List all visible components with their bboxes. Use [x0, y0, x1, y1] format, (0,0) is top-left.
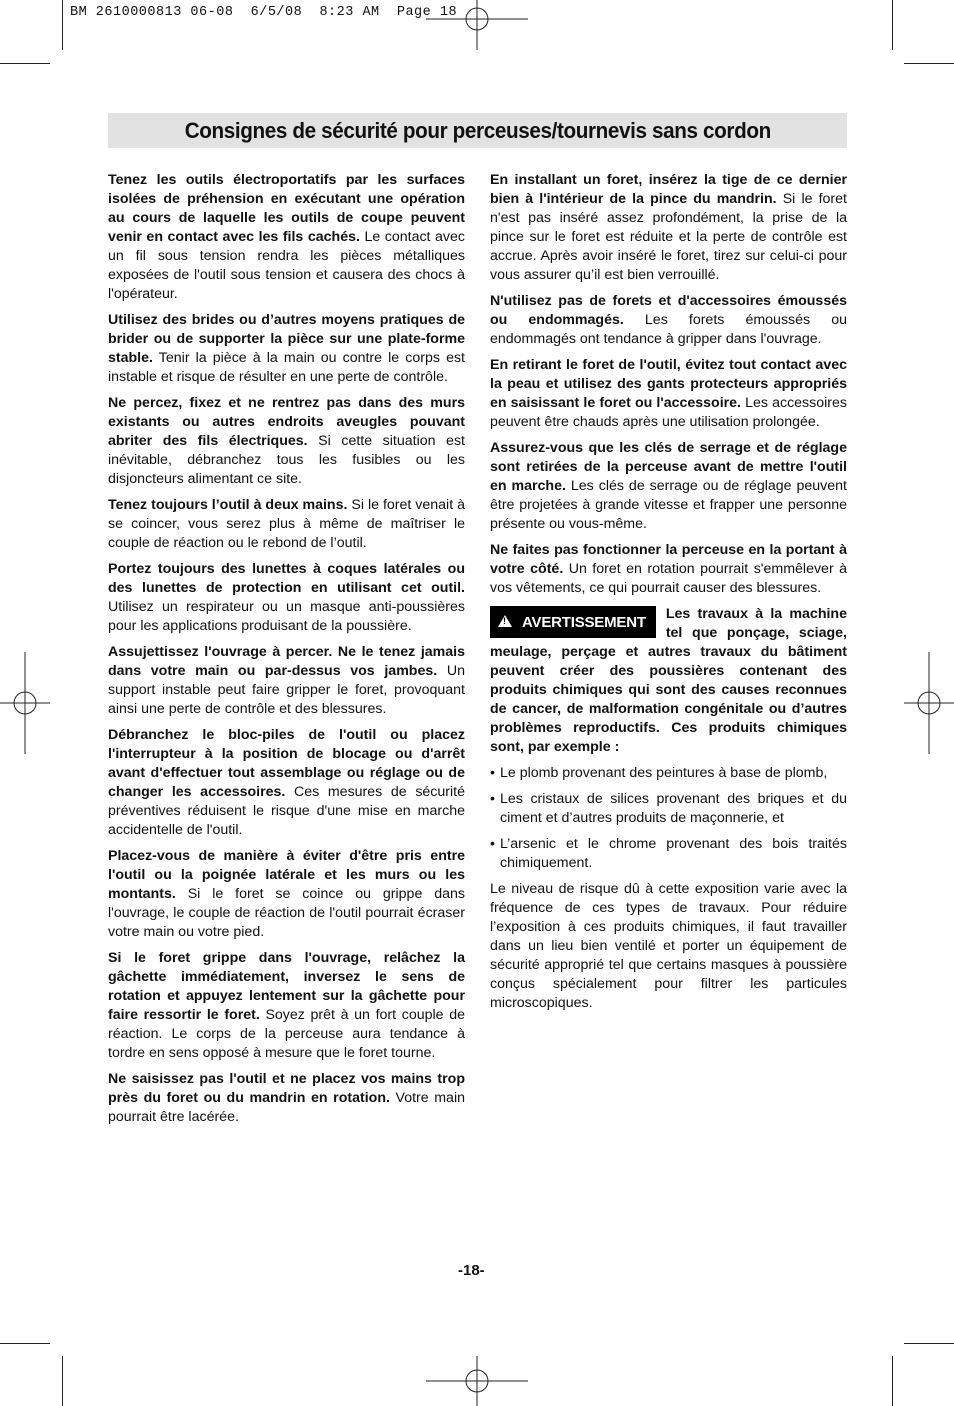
- safety-paragraph: Tenez toujours l’outil à deux mains. Si le foret venait à se coincer, vous serez plus à même de maîtriser le couple de réaction ou le rebond de l’outil.: [108, 497, 465, 551]
- crop-mark: [892, 1356, 893, 1406]
- registration-mark-icon: [426, 0, 528, 50]
- safety-paragraph: Ne percez, fixez et ne rentrez pas dans des murs existants ou autres endroits aveugles pouvant abriter des fils électriques. Si cette situation est inévitable, débranchez tous les fusibles ou les disjoncteurs alimentant ce site.: [108, 395, 465, 487]
- print-slug: BM 2610000813 06-08 6/5/08 8:23 AM Page 18: [70, 5, 458, 20]
- right-column: [490, 171, 847, 1020]
- safety-paragraph: Ne faites pas fonctionner la perceuse en la portant à votre côté. Un foret en rotation pourrait s'emmêlever à vos vêtements, ce qui pourrait causer des blessures.: [490, 542, 848, 596]
- safety-paragraph: Assujettissez l'ouvrage à percer. Ne le tenez jamais dans votre main ou par-dessus vos jambes. Un support instable peut faire gripper le foret, provoquant ainsi une perte de contrôle et des blessures.: [108, 644, 465, 717]
- crop-mark: [904, 63, 954, 64]
- left-column: [108, 171, 465, 1134]
- crop-mark: [62, 1356, 63, 1406]
- crop-mark: [892, 0, 893, 50]
- safety-paragraph: Utilisez des brides ou d’autres moyens pratiques de brider ou de supporter la pièce sur une plate-forme stable. Tenir la pièce à la main ou contre le corps est instable et risque de résulter en une perte de contrôle.: [108, 312, 465, 385]
- list-item: • Les cristaux de silices provenant des briques et du ciment et d’autres produits de maçonnerie, et: [490, 790, 847, 828]
- chemical-list: [490, 764, 847, 873]
- crop-mark: [0, 1343, 50, 1344]
- safety-paragraph: Débranchez le bloc-piles de l'outil ou placez l'interrupteur à la position de blocage ou d'arrêt avant d'effectuer tout assemblage ou réglage ou de changer les accessoires. Ces mesures de sécurité préventives réduisent le risque d'une mise en marche accidentelle de l'outil.: [108, 727, 465, 838]
- crop-mark: [904, 1343, 954, 1344]
- warning-text: Les travaux à la machine tel que ponçage, sciage, meulage, perçage et autres travaux du bâtiment peuvent créer des poussières contenant des produits chimiques qui sont des causes reconnues de cancer, de malformation congénitale ou d’autres problèmes reproductifs. Ces produits chimiques sont, par exemple :: [490, 606, 847, 755]
- warning-label: AVERTISSEMENT: [522, 613, 646, 631]
- list-item: • Le plomb provenant des peintures à base de plomb,: [490, 764, 847, 783]
- page-number: -18-: [458, 1262, 485, 1279]
- crop-mark: [0, 63, 50, 64]
- list-item: • L’arsenic et le chrome provenant des bois traités chimiquement.: [490, 835, 847, 873]
- safety-paragraph: N'utilisez pas de forets et d'accessoires émoussés ou endommagés. Les forets émoussés ou endommagés ont tendance à gripper dans l'ouvrage.: [490, 293, 847, 347]
- safety-paragraph: Ne saisissez pas l'outil et ne placez vos mains trop près du foret ou du mandrin en rotation. Votre main pourrait être lacérée.: [108, 1071, 465, 1125]
- registration-mark-icon: [426, 1356, 528, 1406]
- safety-paragraph: Portez toujours des lunettes à coques latérales ou des lunettes de protection en utilisant cet outil. Utilisez un respirateur ou un masque anti-poussières pour les applications produisant de la poussière.: [108, 561, 465, 634]
- warning-triangle-icon: [498, 615, 512, 627]
- closing-paragraph: Le niveau de risque dû à cette exposition varie avec la fréquence de ces types de travaux. Pour réduire l’exposition à ces produits chimiques, il faut travailler dans un lieu bien ventilé et porter un équipement de sécurité approprié tel que certains masques à poussière conçus spécialement pour filtrer les particules microscopiques.: [490, 881, 847, 1011]
- registration-mark-icon: [904, 652, 954, 754]
- safety-paragraph: Si le foret grippe dans l'ouvrage, relâchez la gâchette immédiatement, inversez le sens de rotation et appuyez lentement sur la gâchette pour faire ressortir le foret. Soyez prêt à un fort couple de réaction. Le corps de la perceuse aura tendance à tordre en sens opposé à mesure que le foret tourne.: [108, 950, 465, 1061]
- page-title: Consignes de sécurité pour perceuses/tournevis sans cordon: [184, 117, 771, 143]
- safety-paragraph: Tenez les outils électroportatifs par les surfaces isolées de préhension en exécutant une opération au cours de laquelle les outils de coupe peuvent venir en contact avec les fils cachés. Le contact avec un fil sous tension rendra les pièces métalliques exposées de l'outil sous tension et causera des chocs à l'opérateur.: [108, 172, 465, 302]
- safety-paragraph: En installant un foret, insérez la tige de ce dernier bien à l'intérieur de la pince du mandrin. Si le foret n'est pas inséré assez profondément, la prise de la pince sur le foret est réduite et la perte de contrôle est accrue. Après avoir inséré le foret, tirez sur celui-ci pour vous assurer qu’il est bien verrouillé.: [490, 172, 847, 283]
- safety-paragraph: Assurez-vous que les clés de serrage et de réglage sont retirées de la perceuse avant de mettre l'outil en marche. Les clés de serrage ou de réglage peuvent être projetées à grande vitesse et frapper une personne présente ou vous-même.: [490, 440, 847, 532]
- title-bar: [108, 113, 847, 148]
- registration-mark-icon: [0, 652, 50, 754]
- crop-mark: [62, 0, 63, 50]
- warning-block: [490, 605, 847, 757]
- warning-badge: [490, 606, 656, 638]
- safety-paragraph: En retirant le foret de l'outil, évitez tout contact avec la peau et utilisez des gants protecteurs appropriés en saisissant le foret ou l'accessoire. Les accessoires peuvent être chauds après une utilisation prolongée.: [490, 357, 847, 430]
- safety-paragraph: Placez-vous de manière à éviter d'être pris entre l'outil ou la poignée latérale et les murs ou les montants. Si le foret se coince ou grippe dans l'ouvrage, le couple de réaction de l'outil pourrait écraser votre main ou votre pied.: [108, 848, 465, 940]
